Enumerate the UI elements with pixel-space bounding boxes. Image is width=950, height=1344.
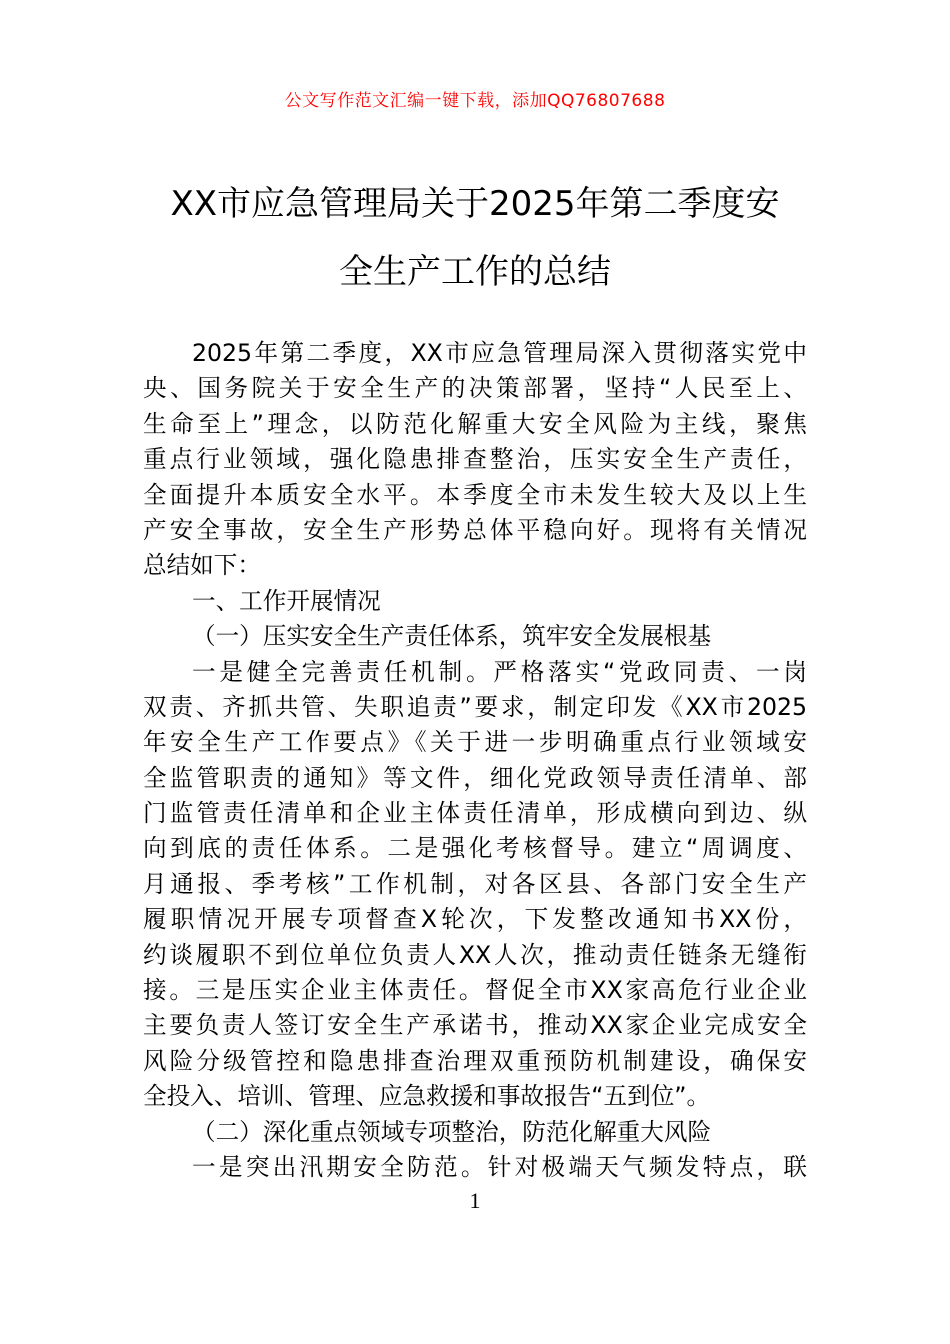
subsection-heading: （一）压实安全生产责任体系，筑牢安全发展根基: [192, 622, 712, 651]
body-line: 总结如下：: [143, 551, 261, 580]
header-promo-note: 公文写作范文汇编一键下载，添加QQ76807688: [284, 91, 666, 111]
body-line: 月通报、季考核”工作机制，对各区县、各部门安全生产: [143, 869, 807, 898]
body-line: 全投入、培训、管理、应急救援和事故报告“五到位”。: [143, 1082, 711, 1111]
body-line: 一是突出汛期安全防范。针对极端天气频发特点，联: [192, 1152, 807, 1181]
body-line: 重点行业领域，强化隐患排查整治，压实安全生产责任，: [143, 445, 807, 474]
body-line: 主要负责人签订安全生产承诺书，推动XX家企业完成安全: [143, 1011, 807, 1040]
body-line: 向到底的责任体系。二是强化考核督导。建立“周调度、: [143, 834, 807, 863]
body-line: 全监管职责的通知》等文件，细化党政领导责任清单、部: [143, 763, 807, 792]
section-heading: 一、工作开展情况: [192, 586, 381, 615]
body-line: 接。三是压实企业主体责任。督促全市XX家高危行业企业: [143, 976, 807, 1005]
document-body: [143, 336, 807, 1185]
body-line: 生命至上”理念，以防范化解重大安全风险为主线，聚焦: [143, 409, 807, 438]
body-line: 全面提升本质安全水平。本季度全市未发生较大及以上生: [143, 480, 807, 509]
title-line-2: 全生产工作的总结: [339, 252, 611, 292]
body-line: 门监管责任清单和企业主体责任清单，形成横向到边、纵: [143, 799, 807, 828]
body-line: 风险分级管控和隐患排查治理双重预防机制建设，确保安: [143, 1046, 807, 1075]
body-line: 履职情况开展专项督查X轮次，下发整改通知书XX份，: [143, 905, 807, 934]
title-line-1: XX市应急管理局关于2025年第二季度安: [170, 184, 780, 224]
body-line: 双责、齐抓共管、失职追责”要求，制定印发《XX市2025: [143, 692, 807, 721]
body-line: 一是健全完善责任机制。严格落实“党政同责、一岗: [192, 657, 807, 686]
document-title: [143, 170, 807, 306]
body-line: 约谈履职不到位单位负责人XX人次，推动责任链条无缝衔: [143, 940, 807, 969]
subsection-heading: （二）深化重点领域专项整治，防范化解重大风险: [192, 1117, 712, 1146]
body-line: 年安全生产工作要点》《关于进一步明确重点行业领域安: [143, 728, 807, 757]
body-line: 产安全事故，安全生产形势总体平稳向好。现将有关情况: [143, 515, 807, 544]
body-line: 央、国务院关于安全生产的决策部署，坚持“人民至上、: [143, 374, 807, 403]
page-number: 1: [469, 1188, 481, 1213]
body-line: 2025年第二季度，XX市应急管理局深入贯彻落实党中: [192, 339, 807, 367]
